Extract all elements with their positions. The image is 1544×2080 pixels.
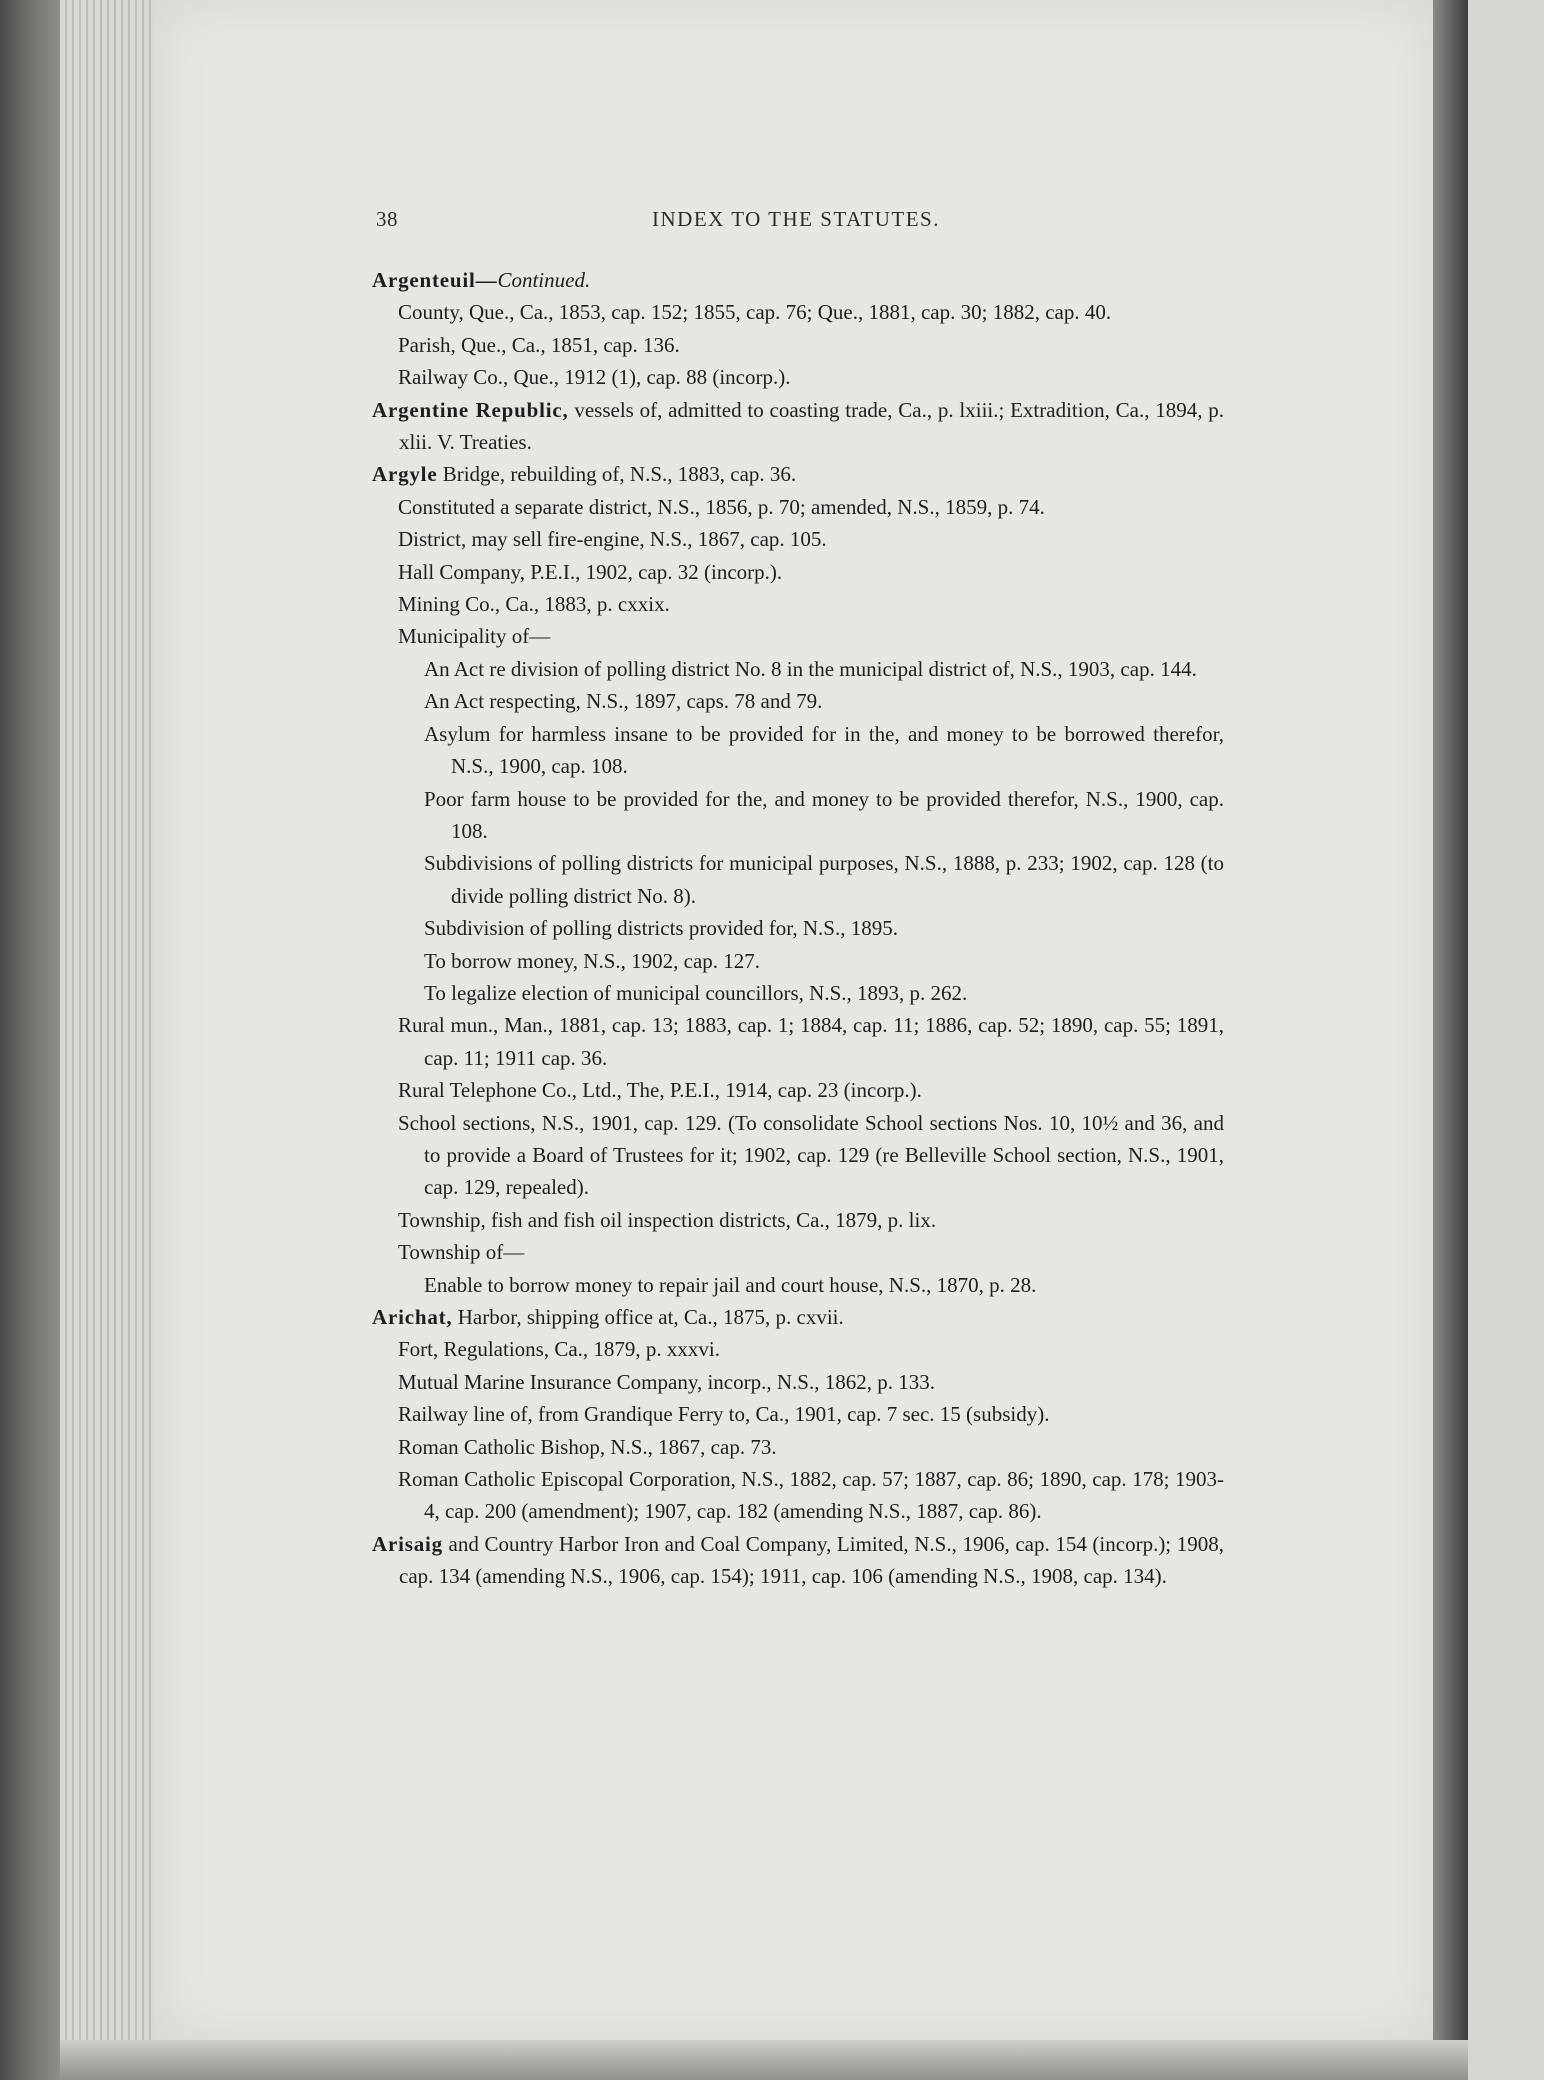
index-subentry: Rural Telephone Co., Ltd., The, P.E.I., 1914, cap. 23 (incorp.).: [398, 1078, 922, 1103]
entry-headword: Argyle: [372, 462, 438, 487]
index-content: [372, 264, 1224, 1593]
entry-text: and Country Harbor Iron and Coal Company, Limited, N.S., 1906, cap. 154 (incorp.); 1908, cap. 134 (amending N.S., 1906, cap. 154); 1911, cap. 106 (amending N.S., 1908, cap. 134).: [399, 1531, 1224, 1589]
index-subentry: Municipality of—: [398, 624, 551, 649]
index-subentry: Fort, Regulations, Ca., 1879, p. xxxvi.: [398, 1337, 720, 1362]
entry-headword: Arisaig: [372, 1531, 443, 1556]
entry-headword: Arichat,: [372, 1305, 453, 1329]
book-binding: [0, 0, 60, 2080]
gutter-shadow: [1433, 0, 1468, 2080]
index-entry: [372, 1301, 1224, 1333]
index-subsubentry: Subdivisions of polling districts for municipal purposes, N.S., 1888, p. 233; 1902, cap. 128 (to divide polling district No. 8).: [424, 851, 1224, 908]
entry-continued: Continued.: [497, 268, 591, 292]
page-number: 38: [376, 207, 398, 231]
index-subentry: Mining Co., Ca., 1883, p. cxxix.: [398, 592, 670, 617]
index-subentry: Roman Catholic Bishop, N.S., 1867, cap. 73.: [398, 1434, 777, 1459]
facing-page-edge: [1468, 0, 1544, 2080]
index-subentry: County, Que., Ca., 1853, cap. 152; 1855, cap. 76; Que., 1881, cap. 30; 1882, cap. 40.: [398, 300, 1112, 325]
index-entry: [372, 264, 1224, 296]
index-subentry: School sections, N.S., 1901, cap. 129. (To consolidate School sections Nos. 10, 10½ and 36, and to provide a Board of Trustees for it; 1902, cap. 129 (re Belleville School section, N.S., 1901, cap. 129, repealed).: [398, 1110, 1224, 1200]
index-subentry: Railway line of, from Grandique Ferry to, Ca., 1901, cap. 7 sec. 15 (subsidy).: [398, 1402, 1050, 1427]
index-subsubentry: Subdivision of polling districts provided for, N.S., 1895.: [424, 916, 898, 941]
index-subentry: Parish, Que., Ca., 1851, cap. 136.: [398, 332, 680, 357]
page-header: [376, 207, 1216, 243]
index-subentry: Mutual Marine Insurance Company, incorp., N.S., 1862, p. 133.: [398, 1369, 935, 1394]
index-subentry: Hall Company, P.E.I., 1902, cap. 32 (incorp.).: [398, 559, 783, 584]
index-subentry: Constituted a separate district, N.S., 1856, p. 70; amended, N.S., 1859, p. 74.: [398, 494, 1045, 519]
index-subentry: District, may sell fire-engine, N.S., 1867, cap. 105.: [398, 527, 827, 552]
index-subsubentry: An Act respecting, N.S., 1897, caps. 78 and 79.: [424, 689, 823, 714]
index-entry: [372, 1528, 1224, 1593]
index-subentry: Railway Co., Que., 1912 (1), cap. 88 (incorp.).: [398, 365, 791, 390]
index-subsubentry: To legalize election of municipal councillors, N.S., 1893, p. 262.: [424, 980, 968, 1005]
page-bottom-edge: [60, 2040, 1468, 2080]
index-subentry: Township of—: [398, 1240, 525, 1265]
entry-text: Harbor, shipping office at, Ca., 1875, p. cxvii.: [457, 1305, 844, 1329]
entry-text: Bridge, rebuilding of, N.S., 1883, cap. 36.: [442, 462, 797, 487]
entry-text: vessels of, admitted to coasting trade, Ca., p. lxiii.; Extradition, Ca., 1894, p. xlii. V. Treaties.: [399, 397, 1225, 455]
entry-headword: Argentine Republic,: [372, 397, 569, 422]
running-title: INDEX TO THE STATUTES.: [652, 207, 940, 231]
index-subentry: Township, fish and fish oil inspection districts, Ca., 1879, p. lix.: [398, 1207, 937, 1232]
index-entry: [372, 458, 1224, 490]
index-subsubentry: Asylum for harmless insane to be provided for in the, and money to be borrowed therefor, N.S., 1900, cap. 108.: [424, 721, 1224, 779]
index-subsubentry: Enable to borrow money to repair jail and court house, N.S., 1870, p. 28.: [424, 1272, 1037, 1297]
page-edges: [60, 0, 155, 2080]
entry-headword: Argenteuil—: [372, 268, 498, 292]
index-subsubentry: To borrow money, N.S., 1902, cap. 127.: [424, 948, 761, 973]
index-subentry: Rural mun., Man., 1881, cap. 13; 1883, cap. 1; 1884, cap. 11; 1886, cap. 52; 1890, cap. 55; 1891, cap. 11; 1911 cap. 36.: [398, 1013, 1224, 1070]
index-subsubentry: An Act re division of polling district No. 8 in the municipal district of, N.S., 1903, cap. 144.: [424, 656, 1197, 681]
index-subsubentry: Poor farm house to be provided for the, and money to be provided therefor, N.S., 1900, cap. 108.: [424, 786, 1224, 843]
index-entry: [372, 394, 1224, 459]
index-subentry: Roman Catholic Episcopal Corporation, N.S., 1882, cap. 57; 1887, cap. 86; 1890, cap. 178; 1903-4, cap. 200 (amendment); 1907, cap. 182 (amending N.S., 1887, cap. 86).: [398, 1467, 1224, 1524]
